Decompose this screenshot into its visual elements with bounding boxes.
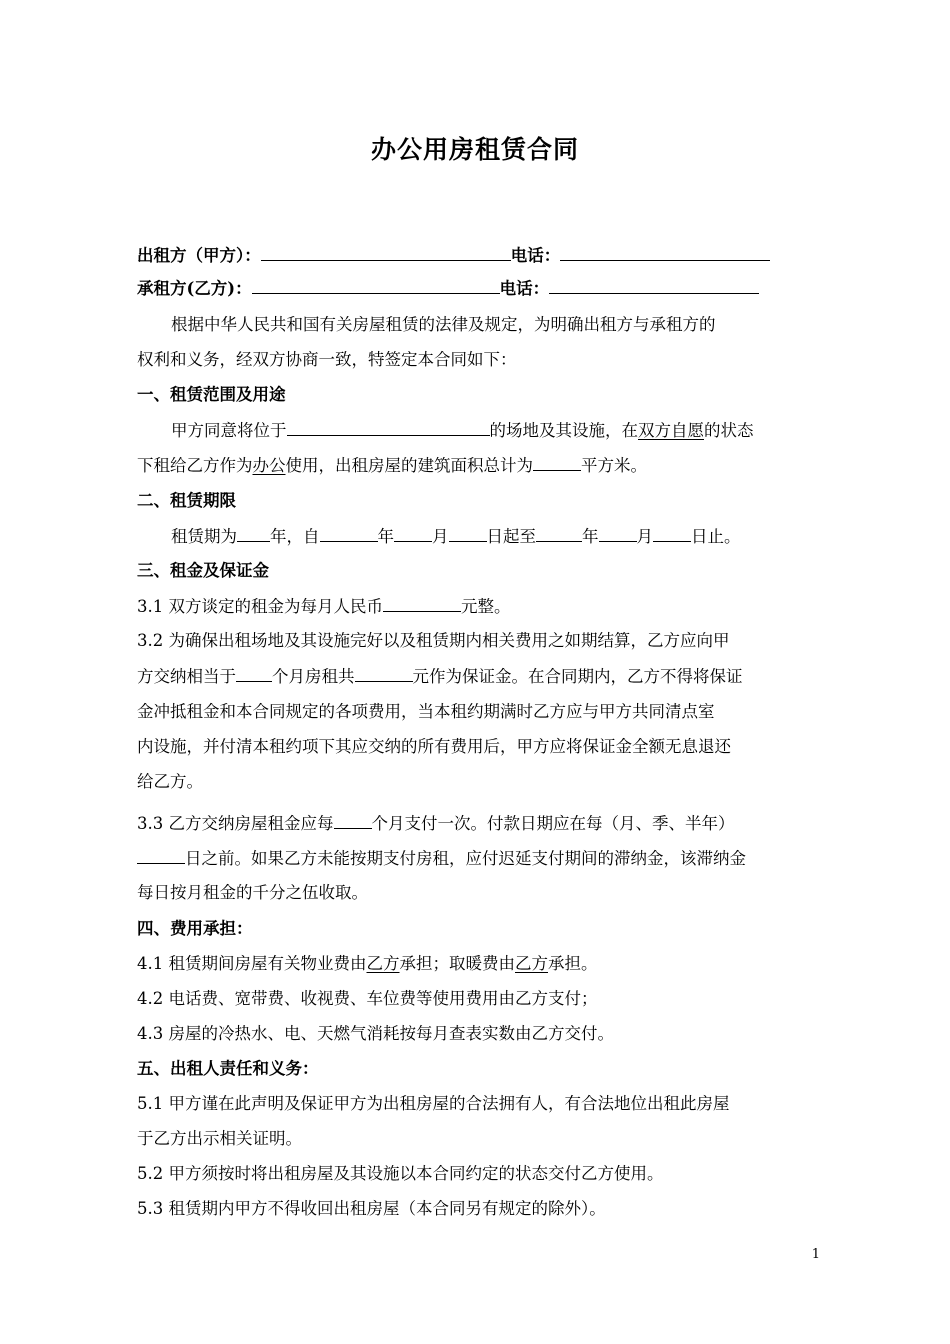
page-number: 1 — [811, 1247, 820, 1262]
text-span: 的状态 — [704, 421, 754, 440]
area-blank — [533, 452, 581, 471]
clause-5-3: 5.3 租赁期内甲方不得收回出租房屋（本合同另有规定的除外）。 — [137, 1199, 606, 1218]
lessee-name-blank — [252, 275, 500, 294]
text-span: 使用，出租房屋的建筑面积总计为 — [285, 456, 533, 475]
clause-4-2: 4.2 电话费、宽带费、收视费、车位费等使用费用由乙方支付； — [137, 989, 598, 1008]
text-span: 4.1 租赁期间房屋有关物业费由 — [137, 954, 367, 973]
monthly-rent-blank — [383, 593, 461, 612]
clause-4-1 — [137, 951, 598, 977]
section-4-heading: 四、费用承担： — [137, 919, 253, 938]
clause-3-3-line-2 — [137, 845, 746, 872]
text-span: 日之前。如果乙方未能按期支付房租，应付迟延支付期间的滞纳金，该滞纳金 — [185, 849, 746, 868]
end-day-blank — [653, 523, 691, 542]
preamble-line-1: 根据中华人民共和国有关房屋租赁的法律及规定，为明确出租方与承租方的 — [171, 315, 716, 334]
section-2-heading: 二、租赁期限 — [137, 491, 236, 510]
section-3-heading: 三、租金及保证金 — [137, 561, 269, 580]
start-day-blank — [449, 523, 487, 542]
text-span: 日起至 — [486, 527, 536, 546]
text-span: 下租给乙方作为 — [137, 456, 253, 475]
location-blank — [287, 417, 490, 436]
clause-3-2-line-3: 金冲抵租金和本合同规定的各项费用，当本租约期满时乙方应与甲方共同清点室 — [137, 702, 715, 721]
payment-day-blank — [137, 845, 185, 864]
clause-3-1 — [137, 593, 511, 620]
text-span: 日止。 — [691, 527, 741, 546]
text-span: 个月房租共 — [272, 667, 355, 686]
lessee-phone-blank — [549, 275, 759, 294]
text-span: 个月支付一次。付款日期应在每（月、季、半年） — [371, 814, 735, 833]
years-blank — [237, 523, 270, 542]
text-span: 3.3 乙方交纳房屋租金应每 — [137, 814, 334, 833]
end-year-blank — [536, 523, 582, 542]
lessee-phone-label: 电话： — [499, 279, 550, 298]
text-span: 元整。 — [461, 597, 511, 616]
clause-3-2-line-4: 内设施，并付清本租约项下其应交纳的所有费用后，甲方应将保证金全额无息退还 — [137, 737, 731, 756]
section-1-line-2 — [137, 452, 647, 479]
underlined-term: 办公 — [252, 456, 286, 475]
clause-4-3: 4.3 房屋的冷热水、电、天燃气消耗按每月查表实数由乙方交付。 — [137, 1024, 614, 1043]
section-2-line-1 — [171, 523, 741, 550]
section-1-line-1 — [171, 417, 754, 444]
document-title: 办公用房租赁合同 — [370, 135, 579, 164]
lessor-name-blank — [261, 242, 511, 261]
clause-5-1-line-1: 5.1 甲方谨在此声明及保证甲方为出租房屋的合法拥有人，有合法地位出租此房屋 — [137, 1094, 730, 1113]
lessor-phone-blank — [560, 242, 770, 261]
clause-5-2: 5.2 甲方须按时将出租房屋及其设施以本合同约定的状态交付乙方使用。 — [137, 1164, 664, 1183]
clause-3-3-line-3: 每日按月租金的千分之伍收取。 — [137, 883, 368, 902]
text-span: 租赁期为 — [171, 527, 237, 546]
text-span: 3.1 双方谈定的租金为每月人民币 — [137, 597, 383, 616]
clause-3-3-line-1 — [137, 810, 735, 837]
text-span: 方交纳相当于 — [137, 667, 236, 686]
text-span: 甲方同意将位于 — [171, 421, 287, 440]
clause-3-2-line-5: 给乙方。 — [137, 772, 203, 791]
deposit-amount-blank — [355, 663, 413, 682]
section-1-heading: 一、租赁范围及用途 — [137, 385, 286, 404]
lessor-label: 出租方（甲方）： — [137, 246, 261, 265]
text-span: 承担；取暖费由 — [399, 954, 515, 973]
lessor-line — [137, 242, 770, 269]
text-span: 承担。 — [548, 954, 598, 973]
preamble-line-2: 权利和义务，经双方协商一致，特签定本合同如下： — [137, 350, 517, 369]
text-span: 年 — [582, 527, 599, 546]
text-span: 元作为保证金。在合同期内，乙方不得将保证 — [412, 667, 743, 686]
text-span: 年 — [377, 527, 394, 546]
text-span: 月 — [432, 527, 449, 546]
deposit-months-blank — [236, 663, 272, 682]
underlined-term: 乙方 — [366, 954, 400, 973]
clause-3-2-line-2 — [137, 663, 743, 690]
section-5-heading: 五、出租人责任和义务： — [137, 1059, 319, 1078]
start-year-blank — [320, 523, 378, 542]
text-span: 年，自 — [270, 527, 320, 546]
payment-interval-blank — [334, 810, 372, 829]
underlined-term: 乙方 — [515, 954, 548, 973]
end-month-blank — [599, 523, 637, 542]
text-span: 平方米。 — [581, 456, 647, 475]
lessee-line — [137, 275, 759, 302]
lessor-phone-label: 电话： — [510, 246, 561, 265]
text-span: 月 — [636, 527, 653, 546]
lessee-label: 承租方(乙方)： — [137, 279, 252, 298]
start-month-blank — [394, 523, 432, 542]
underlined-term: 双方自愿 — [638, 421, 704, 440]
clause-5-1-line-2: 于乙方出示相关证明。 — [137, 1129, 302, 1148]
clause-3-2-line-1: 3.2 为确保出租场地及其设施完好以及租赁期内相关费用之如期结算，乙方应向甲 — [137, 631, 730, 650]
text-span: 的场地及其设施，在 — [489, 421, 638, 440]
